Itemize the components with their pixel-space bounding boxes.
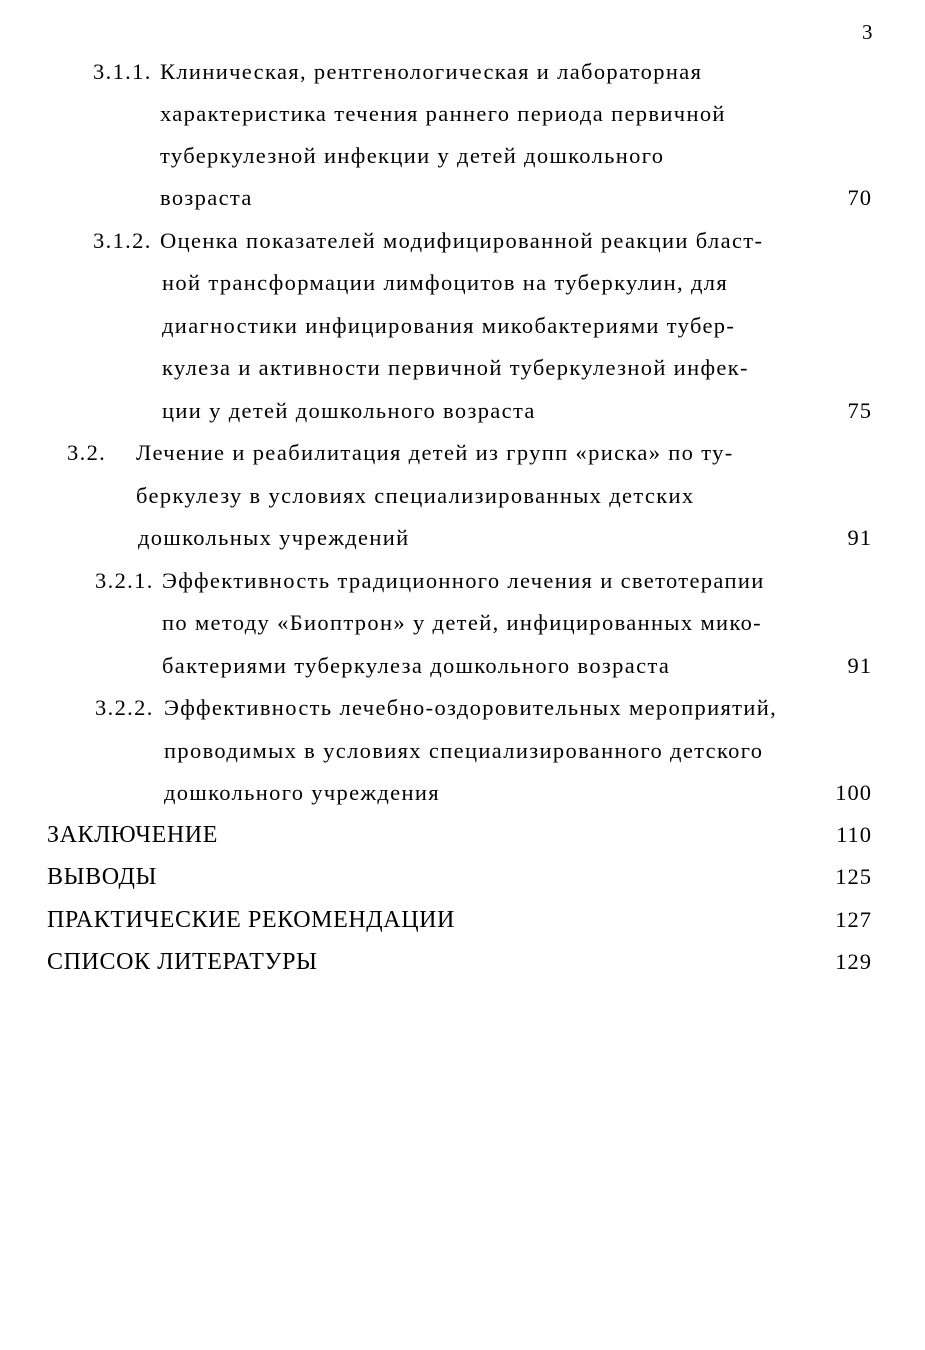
toc-entry-line: Клиническая, рентгенологическая и лабораторная: [160, 59, 703, 84]
toc-section-title: ЗАКЛЮЧЕНИЕ: [47, 822, 218, 848]
toc-entry-number: 3.1.1.: [93, 59, 152, 84]
toc-entry-line: возраста: [160, 185, 253, 210]
toc-section-title: ПРАКТИЧЕСКИЕ РЕКОМЕНДАЦИИ: [47, 907, 455, 933]
toc-page-number: 127: [835, 907, 872, 932]
toc-entry-line: по методу «Биоптрон» у детей, инфицированных мико-: [162, 610, 763, 635]
toc-section-title: СПИСОК ЛИТЕРАТУРЫ: [47, 949, 318, 975]
toc-section-title: ВЫВОДЫ: [47, 864, 157, 890]
toc-page-number: 125: [835, 864, 872, 889]
toc-entry-line: проводимых в условиях специализированного детского: [164, 738, 764, 763]
toc-page-number: 110: [836, 822, 872, 847]
toc-entry-line: Эффективность лечебно-оздоровительных мероприятий,: [164, 695, 778, 720]
toc-page-number: 100: [835, 780, 872, 805]
toc-entry-line: Оценка показателей модифицированной реакции бласт-: [160, 228, 764, 253]
toc-entry-number: 3.2.1.: [95, 568, 154, 593]
toc-entry-line: дошкольного учреждения: [164, 780, 441, 805]
toc-entry-line: бактериями туберкулеза дошкольного возраста: [162, 653, 671, 678]
toc-entry-number: 3.2.2.: [95, 695, 154, 720]
toc-entry-line: Эффективность традиционного лечения и светотерапии: [162, 568, 765, 593]
toc-entry-line: характеристика течения раннего периода первичной: [160, 101, 726, 126]
toc-entry-line: беркулезу в условиях специализированных детских: [136, 483, 695, 508]
toc-entry-number: 3.2.: [67, 440, 107, 465]
toc-page-number: 70: [847, 185, 872, 210]
toc-page-number: 75: [847, 398, 872, 423]
toc-page-number: 91: [847, 525, 872, 550]
toc-page-number: 91: [847, 653, 872, 678]
page-number: 3: [862, 20, 873, 44]
toc-entry-line: диагностики инфицирования микобактериями тубер-: [162, 313, 736, 338]
toc-entry-line: Лечение и реабилитация детей из групп «риска» по ту-: [136, 440, 734, 465]
toc-entry-line: кулеза и активности первичной туберкулезной инфек-: [162, 355, 749, 380]
toc-page-number: 129: [835, 949, 872, 974]
toc-entry-number: 3.1.2.: [93, 228, 152, 253]
toc-entry-line: дошкольных учреждений: [138, 525, 410, 550]
toc-entry-line: туберкулезной инфекции у детей дошкольного: [160, 143, 665, 168]
toc-entry-line: ции у детей дошкольного возраста: [162, 398, 536, 423]
toc-entry-line: ной трансформации лимфоцитов на туберкулин, для: [162, 270, 729, 295]
